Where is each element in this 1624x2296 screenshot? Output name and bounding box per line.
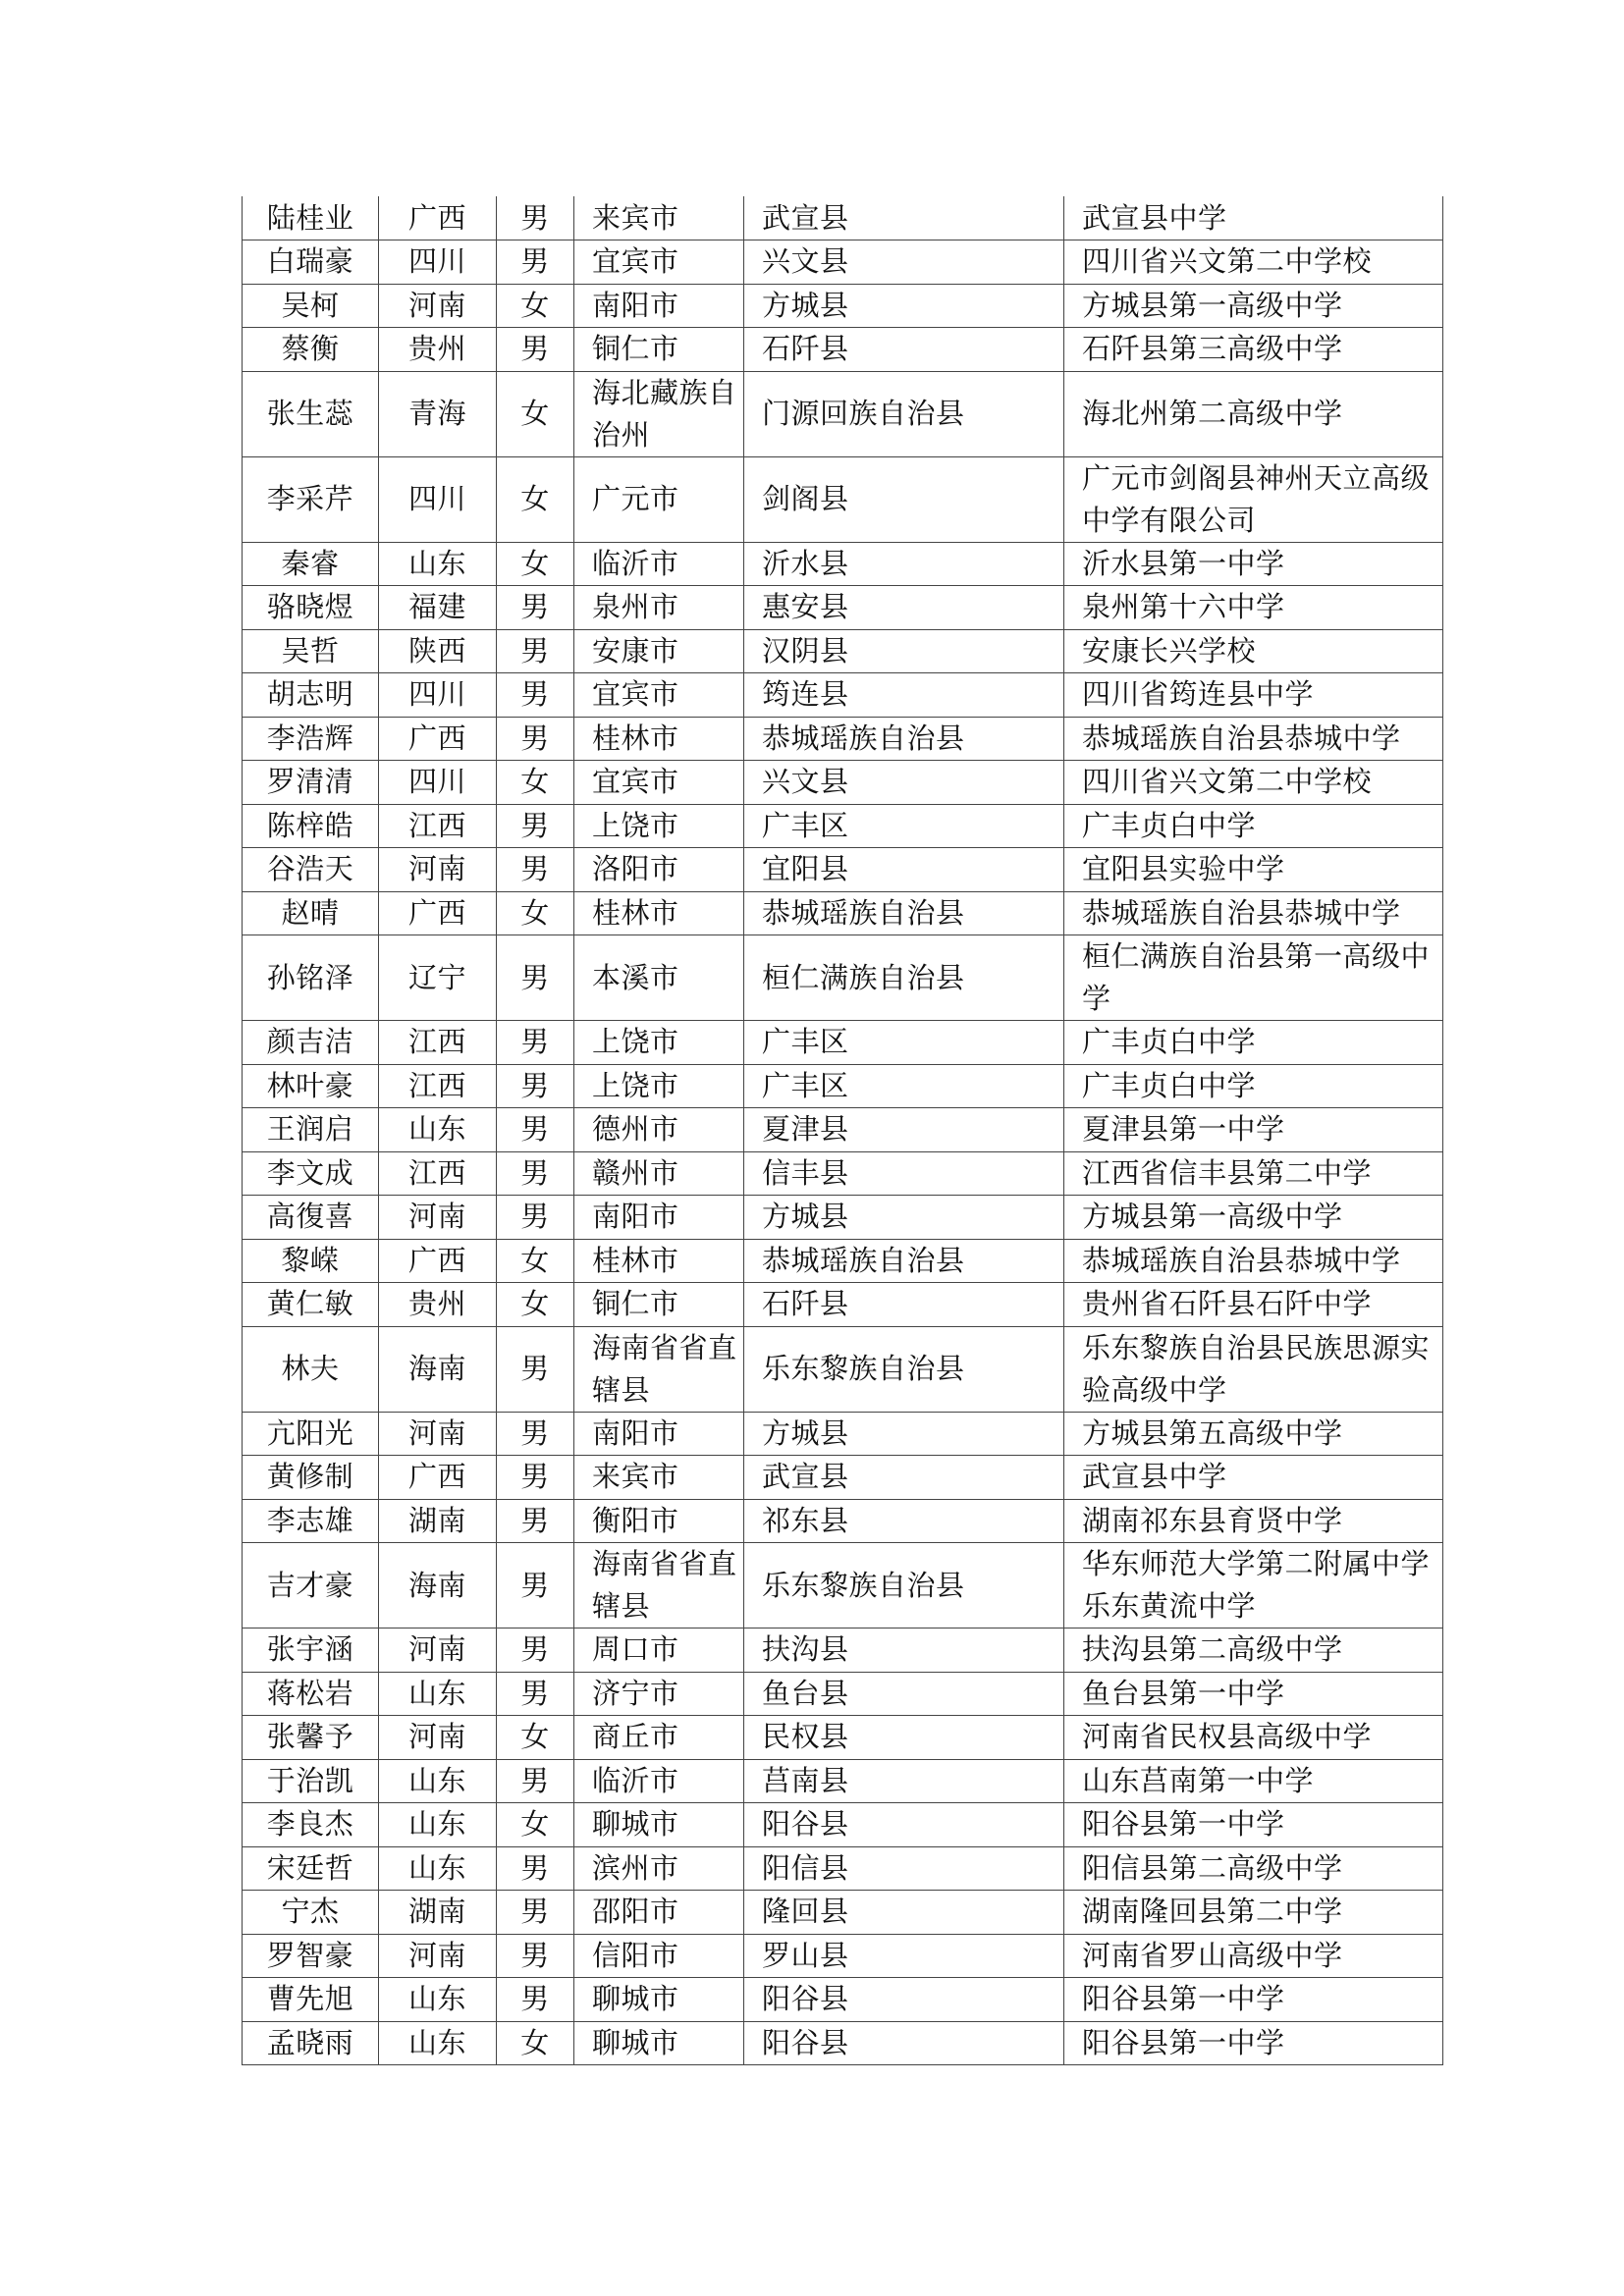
county-cell: 惠安县 xyxy=(744,586,1064,630)
student-name-cell: 罗清清 xyxy=(243,761,379,805)
county-cell: 桓仁满族自治县 xyxy=(744,935,1064,1021)
student-name-cell: 骆晓煜 xyxy=(243,586,379,630)
gender-cell: 男 xyxy=(497,1543,574,1629)
school-cell: 恭城瑶族自治县恭城中学 xyxy=(1064,891,1443,935)
school-cell: 广丰贞白中学 xyxy=(1064,1021,1443,1065)
student-name-cell: 罗智豪 xyxy=(243,1934,379,1978)
gender-cell: 男 xyxy=(497,1934,574,1978)
school-cell: 鱼台县第一中学 xyxy=(1064,1672,1443,1716)
roster-table xyxy=(242,196,1443,2065)
student-name-cell: 蔡衡 xyxy=(243,328,379,372)
gender-cell: 男 xyxy=(497,848,574,892)
table-row xyxy=(243,240,1443,285)
student-name-cell: 高復喜 xyxy=(243,1196,379,1240)
student-name-cell: 赵晴 xyxy=(243,891,379,935)
city-cell: 广元市 xyxy=(574,456,744,542)
school-cell: 宜阳县实验中学 xyxy=(1064,848,1443,892)
student-name-cell: 白瑞豪 xyxy=(243,240,379,285)
school-cell: 河南省民权县高级中学 xyxy=(1064,1716,1443,1760)
county-cell: 兴文县 xyxy=(744,761,1064,805)
table-row xyxy=(243,1934,1443,1978)
student-name-cell: 颜吉洁 xyxy=(243,1021,379,1065)
county-cell: 汉阴县 xyxy=(744,629,1064,673)
city-cell: 南阳市 xyxy=(574,1196,744,1240)
student-name-cell: 曹先旭 xyxy=(243,1978,379,2022)
gender-cell: 女 xyxy=(497,284,574,328)
province-cell: 贵州 xyxy=(379,1283,497,1327)
gender-cell: 男 xyxy=(497,1196,574,1240)
county-cell: 罗山县 xyxy=(744,1934,1064,1978)
table-row xyxy=(243,848,1443,892)
student-name-cell: 黎嵘 xyxy=(243,1239,379,1283)
city-cell: 本溪市 xyxy=(574,935,744,1021)
student-name-cell: 林叶豪 xyxy=(243,1064,379,1108)
table-row xyxy=(243,1672,1443,1716)
city-cell: 上饶市 xyxy=(574,1064,744,1108)
county-cell: 广丰区 xyxy=(744,1021,1064,1065)
table-row xyxy=(243,1239,1443,1283)
province-cell: 江西 xyxy=(379,1151,497,1196)
table-row xyxy=(243,1021,1443,1065)
school-cell: 桓仁满族自治县第一高级中学 xyxy=(1064,935,1443,1021)
gender-cell: 男 xyxy=(497,804,574,848)
province-cell: 青海 xyxy=(379,371,497,456)
city-cell: 周口市 xyxy=(574,1629,744,1673)
school-cell: 四川省筠连县中学 xyxy=(1064,673,1443,718)
city-cell: 信阳市 xyxy=(574,1934,744,1978)
gender-cell: 男 xyxy=(497,328,574,372)
county-cell: 剑阁县 xyxy=(744,456,1064,542)
city-cell: 聊城市 xyxy=(574,1978,744,2022)
province-cell: 海南 xyxy=(379,1543,497,1629)
county-cell: 莒南县 xyxy=(744,1759,1064,1803)
table-row xyxy=(243,935,1443,1021)
gender-cell: 男 xyxy=(497,1412,574,1456)
school-cell: 华东师范大学第二附属中学乐东黄流中学 xyxy=(1064,1543,1443,1629)
school-cell: 广元市剑阁县神州天立高级中学有限公司 xyxy=(1064,456,1443,542)
province-cell: 江西 xyxy=(379,804,497,848)
school-cell: 广丰贞白中学 xyxy=(1064,804,1443,848)
table-row xyxy=(243,1846,1443,1891)
school-cell: 阳谷县第一中学 xyxy=(1064,1978,1443,2022)
gender-cell: 女 xyxy=(497,1239,574,1283)
county-cell: 民权县 xyxy=(744,1716,1064,1760)
gender-cell: 女 xyxy=(497,2021,574,2065)
roster-body xyxy=(243,196,1443,2065)
school-cell: 四川省兴文第二中学校 xyxy=(1064,761,1443,805)
table-row xyxy=(243,371,1443,456)
table-row xyxy=(243,1064,1443,1108)
student-name-cell: 孟晓雨 xyxy=(243,2021,379,2065)
gender-cell: 男 xyxy=(497,1759,574,1803)
city-cell: 来宾市 xyxy=(574,196,744,240)
city-cell: 海南省省直辖县 xyxy=(574,1326,744,1412)
county-cell: 沂水县 xyxy=(744,542,1064,586)
gender-cell: 男 xyxy=(497,1891,574,1935)
city-cell: 商丘市 xyxy=(574,1716,744,1760)
table-row xyxy=(243,284,1443,328)
gender-cell: 男 xyxy=(497,1629,574,1673)
table-row xyxy=(243,1283,1443,1327)
county-cell: 阳谷县 xyxy=(744,2021,1064,2065)
table-row xyxy=(243,456,1443,542)
county-cell: 阳信县 xyxy=(744,1846,1064,1891)
gender-cell: 男 xyxy=(497,1326,574,1412)
province-cell: 湖南 xyxy=(379,1499,497,1543)
school-cell: 四川省兴文第二中学校 xyxy=(1064,240,1443,285)
gender-cell: 男 xyxy=(497,673,574,718)
province-cell: 河南 xyxy=(379,1412,497,1456)
city-cell: 泉州市 xyxy=(574,586,744,630)
county-cell: 方城县 xyxy=(744,1196,1064,1240)
county-cell: 方城县 xyxy=(744,284,1064,328)
county-cell: 隆回县 xyxy=(744,1891,1064,1935)
school-cell: 方城县第五高级中学 xyxy=(1064,1412,1443,1456)
county-cell: 宜阳县 xyxy=(744,848,1064,892)
province-cell: 四川 xyxy=(379,761,497,805)
school-cell: 贵州省石阡县石阡中学 xyxy=(1064,1283,1443,1327)
table-row xyxy=(243,196,1443,240)
county-cell: 武宣县 xyxy=(744,1456,1064,1500)
student-name-cell: 吉才豪 xyxy=(243,1543,379,1629)
county-cell: 阳谷县 xyxy=(744,1978,1064,2022)
table-row xyxy=(243,1629,1443,1673)
school-cell: 安康长兴学校 xyxy=(1064,629,1443,673)
city-cell: 海南省省直辖县 xyxy=(574,1543,744,1629)
table-row xyxy=(243,891,1443,935)
province-cell: 福建 xyxy=(379,586,497,630)
student-name-cell: 李志雄 xyxy=(243,1499,379,1543)
table-row xyxy=(243,717,1443,761)
province-cell: 江西 xyxy=(379,1064,497,1108)
table-row xyxy=(243,2021,1443,2065)
county-cell: 恭城瑶族自治县 xyxy=(744,1239,1064,1283)
province-cell: 山东 xyxy=(379,1108,497,1152)
city-cell: 聊城市 xyxy=(574,1803,744,1847)
city-cell: 宜宾市 xyxy=(574,761,744,805)
school-cell: 湖南隆回县第二中学 xyxy=(1064,1891,1443,1935)
province-cell: 山东 xyxy=(379,542,497,586)
table-row xyxy=(243,1759,1443,1803)
county-cell: 鱼台县 xyxy=(744,1672,1064,1716)
province-cell: 山东 xyxy=(379,1846,497,1891)
province-cell: 海南 xyxy=(379,1326,497,1412)
county-cell: 广丰区 xyxy=(744,1064,1064,1108)
student-name-cell: 黄修制 xyxy=(243,1456,379,1500)
county-cell: 门源回族自治县 xyxy=(744,371,1064,456)
city-cell: 铜仁市 xyxy=(574,1283,744,1327)
school-cell: 河南省罗山高级中学 xyxy=(1064,1934,1443,1978)
student-name-cell: 胡志明 xyxy=(243,673,379,718)
student-name-cell: 吴哲 xyxy=(243,629,379,673)
province-cell: 广西 xyxy=(379,1239,497,1283)
table-row xyxy=(243,1196,1443,1240)
province-cell: 四川 xyxy=(379,673,497,718)
school-cell: 阳信县第二高级中学 xyxy=(1064,1846,1443,1891)
province-cell: 河南 xyxy=(379,1629,497,1673)
gender-cell: 男 xyxy=(497,1021,574,1065)
province-cell: 山东 xyxy=(379,1672,497,1716)
city-cell: 海北藏族自治州 xyxy=(574,371,744,456)
school-cell: 恭城瑶族自治县恭城中学 xyxy=(1064,1239,1443,1283)
student-name-cell: 陈梓皓 xyxy=(243,804,379,848)
table-row xyxy=(243,1891,1443,1935)
school-cell: 泉州第十六中学 xyxy=(1064,586,1443,630)
city-cell: 铜仁市 xyxy=(574,328,744,372)
province-cell: 河南 xyxy=(379,1934,497,1978)
county-cell: 扶沟县 xyxy=(744,1629,1064,1673)
gender-cell: 男 xyxy=(497,1151,574,1196)
table-row xyxy=(243,328,1443,372)
province-cell: 山东 xyxy=(379,1803,497,1847)
student-name-cell: 于治凯 xyxy=(243,1759,379,1803)
province-cell: 四川 xyxy=(379,240,497,285)
city-cell: 洛阳市 xyxy=(574,848,744,892)
city-cell: 来宾市 xyxy=(574,1456,744,1500)
province-cell: 江西 xyxy=(379,1021,497,1065)
city-cell: 滨州市 xyxy=(574,1846,744,1891)
student-name-cell: 亢阳光 xyxy=(243,1412,379,1456)
school-cell: 湖南祁东县育贤中学 xyxy=(1064,1499,1443,1543)
city-cell: 临沂市 xyxy=(574,542,744,586)
county-cell: 石阡县 xyxy=(744,1283,1064,1327)
table-row xyxy=(243,1716,1443,1760)
gender-cell: 男 xyxy=(497,1064,574,1108)
student-name-cell: 李采芹 xyxy=(243,456,379,542)
city-cell: 桂林市 xyxy=(574,717,744,761)
gender-cell: 女 xyxy=(497,1716,574,1760)
province-cell: 河南 xyxy=(379,848,497,892)
gender-cell: 女 xyxy=(497,891,574,935)
gender-cell: 男 xyxy=(497,935,574,1021)
province-cell: 广西 xyxy=(379,1456,497,1500)
gender-cell: 男 xyxy=(497,240,574,285)
city-cell: 宜宾市 xyxy=(574,673,744,718)
gender-cell: 男 xyxy=(497,1846,574,1891)
table-row xyxy=(243,1499,1443,1543)
gender-cell: 男 xyxy=(497,717,574,761)
county-cell: 乐东黎族自治县 xyxy=(744,1326,1064,1412)
school-cell: 江西省信丰县第二中学 xyxy=(1064,1151,1443,1196)
school-cell: 沂水县第一中学 xyxy=(1064,542,1443,586)
county-cell: 筠连县 xyxy=(744,673,1064,718)
student-name-cell: 谷浩天 xyxy=(243,848,379,892)
table-row xyxy=(243,1326,1443,1412)
table-row xyxy=(243,542,1443,586)
county-cell: 夏津县 xyxy=(744,1108,1064,1152)
table-row xyxy=(243,673,1443,718)
school-cell: 乐东黎族自治县民族思源实验高级中学 xyxy=(1064,1326,1443,1412)
school-cell: 方城县第一高级中学 xyxy=(1064,1196,1443,1240)
student-name-cell: 蒋松岩 xyxy=(243,1672,379,1716)
gender-cell: 男 xyxy=(497,1978,574,2022)
gender-cell: 女 xyxy=(497,371,574,456)
school-cell: 石阡县第三高级中学 xyxy=(1064,328,1443,372)
city-cell: 安康市 xyxy=(574,629,744,673)
city-cell: 赣州市 xyxy=(574,1151,744,1196)
province-cell: 广西 xyxy=(379,196,497,240)
table-row xyxy=(243,1543,1443,1629)
county-cell: 信丰县 xyxy=(744,1151,1064,1196)
table-row xyxy=(243,1151,1443,1196)
city-cell: 邵阳市 xyxy=(574,1891,744,1935)
table-row xyxy=(243,1978,1443,2022)
gender-cell: 男 xyxy=(497,196,574,240)
gender-cell: 女 xyxy=(497,1283,574,1327)
student-name-cell: 王润启 xyxy=(243,1108,379,1152)
province-cell: 陕西 xyxy=(379,629,497,673)
county-cell: 恭城瑶族自治县 xyxy=(744,717,1064,761)
gender-cell: 男 xyxy=(497,586,574,630)
gender-cell: 男 xyxy=(497,1672,574,1716)
province-cell: 广西 xyxy=(379,891,497,935)
gender-cell: 女 xyxy=(497,456,574,542)
county-cell: 石阡县 xyxy=(744,328,1064,372)
student-name-cell: 秦睿 xyxy=(243,542,379,586)
school-cell: 扶沟县第二高级中学 xyxy=(1064,1629,1443,1673)
school-cell: 武宣县中学 xyxy=(1064,196,1443,240)
table-row xyxy=(243,1803,1443,1847)
city-cell: 衡阳市 xyxy=(574,1499,744,1543)
province-cell: 四川 xyxy=(379,456,497,542)
student-name-cell: 黄仁敏 xyxy=(243,1283,379,1327)
student-name-cell: 李良杰 xyxy=(243,1803,379,1847)
city-cell: 上饶市 xyxy=(574,1021,744,1065)
school-cell: 夏津县第一中学 xyxy=(1064,1108,1443,1152)
table-row xyxy=(243,1412,1443,1456)
county-cell: 广丰区 xyxy=(744,804,1064,848)
school-cell: 阳谷县第一中学 xyxy=(1064,1803,1443,1847)
city-cell: 上饶市 xyxy=(574,804,744,848)
province-cell: 山东 xyxy=(379,2021,497,2065)
student-name-cell: 宋廷哲 xyxy=(243,1846,379,1891)
school-cell: 武宣县中学 xyxy=(1064,1456,1443,1500)
table-row xyxy=(243,804,1443,848)
city-cell: 济宁市 xyxy=(574,1672,744,1716)
student-name-cell: 张生蕊 xyxy=(243,371,379,456)
province-cell: 河南 xyxy=(379,1716,497,1760)
city-cell: 南阳市 xyxy=(574,284,744,328)
gender-cell: 男 xyxy=(497,1499,574,1543)
student-name-cell: 陆桂业 xyxy=(243,196,379,240)
school-cell: 山东莒南第一中学 xyxy=(1064,1759,1443,1803)
student-name-cell: 张宇涵 xyxy=(243,1629,379,1673)
province-cell: 贵州 xyxy=(379,328,497,372)
province-cell: 山东 xyxy=(379,1978,497,2022)
city-cell: 聊城市 xyxy=(574,2021,744,2065)
school-cell: 广丰贞白中学 xyxy=(1064,1064,1443,1108)
student-name-cell: 孙铭泽 xyxy=(243,935,379,1021)
student-name-cell: 张馨予 xyxy=(243,1716,379,1760)
table-row xyxy=(243,761,1443,805)
gender-cell: 男 xyxy=(497,1456,574,1500)
student-name-cell: 李文成 xyxy=(243,1151,379,1196)
province-cell: 辽宁 xyxy=(379,935,497,1021)
province-cell: 山东 xyxy=(379,1759,497,1803)
province-cell: 河南 xyxy=(379,284,497,328)
county-cell: 阳谷县 xyxy=(744,1803,1064,1847)
table-row xyxy=(243,1108,1443,1152)
student-name-cell: 林夫 xyxy=(243,1326,379,1412)
student-name-cell: 吴柯 xyxy=(243,284,379,328)
gender-cell: 女 xyxy=(497,761,574,805)
county-cell: 武宣县 xyxy=(744,196,1064,240)
province-cell: 湖南 xyxy=(379,1891,497,1935)
city-cell: 临沂市 xyxy=(574,1759,744,1803)
city-cell: 宜宾市 xyxy=(574,240,744,285)
county-cell: 乐东黎族自治县 xyxy=(744,1543,1064,1629)
table-row xyxy=(243,586,1443,630)
city-cell: 桂林市 xyxy=(574,891,744,935)
student-name-cell: 宁杰 xyxy=(243,1891,379,1935)
table-row xyxy=(243,629,1443,673)
county-cell: 兴文县 xyxy=(744,240,1064,285)
province-cell: 河南 xyxy=(379,1196,497,1240)
county-cell: 方城县 xyxy=(744,1412,1064,1456)
school-cell: 阳谷县第一中学 xyxy=(1064,2021,1443,2065)
gender-cell: 女 xyxy=(497,1803,574,1847)
gender-cell: 男 xyxy=(497,1108,574,1152)
table-row xyxy=(243,1456,1443,1500)
county-cell: 祁东县 xyxy=(744,1499,1064,1543)
school-cell: 恭城瑶族自治县恭城中学 xyxy=(1064,717,1443,761)
gender-cell: 女 xyxy=(497,542,574,586)
gender-cell: 男 xyxy=(497,629,574,673)
county-cell: 恭城瑶族自治县 xyxy=(744,891,1064,935)
school-cell: 方城县第一高级中学 xyxy=(1064,284,1443,328)
province-cell: 广西 xyxy=(379,717,497,761)
city-cell: 德州市 xyxy=(574,1108,744,1152)
school-cell: 海北州第二高级中学 xyxy=(1064,371,1443,456)
city-cell: 桂林市 xyxy=(574,1239,744,1283)
city-cell: 南阳市 xyxy=(574,1412,744,1456)
student-name-cell: 李浩辉 xyxy=(243,717,379,761)
